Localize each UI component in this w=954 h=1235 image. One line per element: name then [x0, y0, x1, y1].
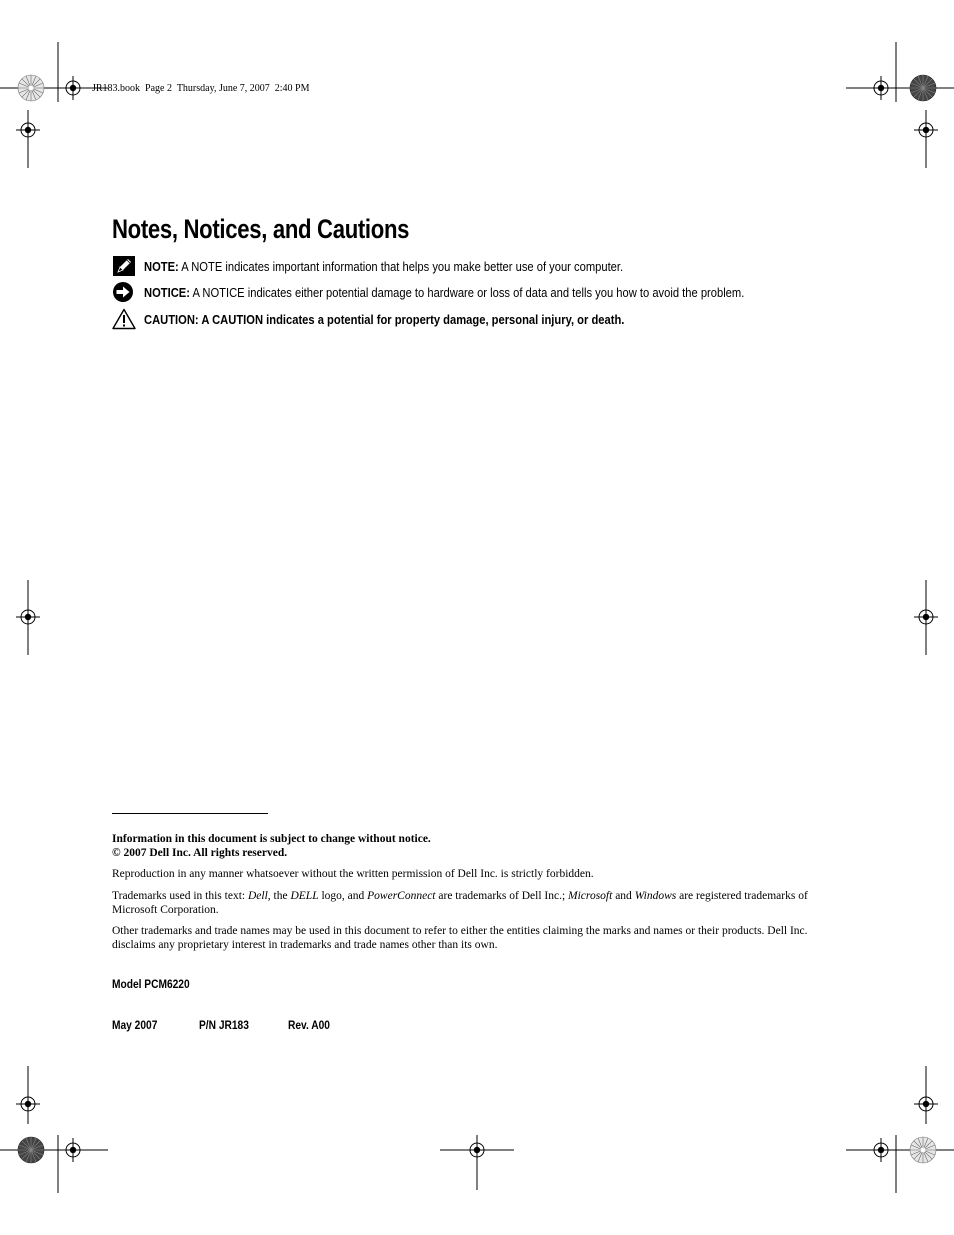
trademark-dell-logo: DELL [290, 890, 319, 902]
caution-label: CAUTION: [144, 311, 199, 327]
notice-text: A NOTICE indicates either potential damage to hardware or loss of data and tells you how to avoid the problem. [189, 284, 745, 300]
color-target-top-left [18, 75, 44, 101]
copyright-line: © 2007 Dell Inc. All rights reserved. [112, 847, 288, 859]
trademark-windows: Windows [634, 890, 677, 902]
trademark-notice: Trademarks used in this text: Dell, the DELL logo, and PowerConnect are trademarks of Dell Inc.; Microsoft and Windows are registered trademarks of Microsoft Corporation. [112, 890, 808, 916]
trademark-microsoft: Microsoft [568, 890, 613, 902]
caution-callout [112, 308, 703, 330]
caution-text: A CAUTION indicates a potential for property damage, personal injury, or death. [198, 311, 625, 327]
note-label: NOTE: [144, 258, 179, 274]
trademark-dell: Dell [247, 890, 268, 902]
print-header: JR183.book Page 2 Thursday, June 7, 2007 2:40 PM [92, 83, 310, 94]
pencil-note-icon [112, 255, 136, 277]
notice-callout [112, 281, 842, 303]
page-title: Notes, Notices, and Cautions [112, 214, 410, 244]
trademark-powerconnect: PowerConnect [367, 890, 436, 902]
color-target-bottom-right [910, 1137, 936, 1163]
notice-label: NOTICE: [144, 284, 190, 300]
arrow-circle-icon [112, 281, 136, 303]
footnote-divider [112, 813, 268, 814]
note-callout [112, 255, 701, 277]
color-target-top-right [910, 75, 936, 101]
change-notice [112, 832, 832, 860]
part-number: P/N JR183 [199, 1018, 249, 1032]
color-target-bottom-left [18, 1137, 44, 1163]
other-trademarks-notice: Other trademarks and trade names may be used in this document to refer to either the entities claiming the marks and names or their products. Dell Inc. disclaims any proprietary interest in trademarks and trade names other than its own. [112, 925, 808, 951]
model-number: Model PCM6220 [112, 977, 190, 991]
warning-triangle-icon [112, 308, 136, 330]
revision: Rev. A00 [288, 1018, 330, 1032]
publication-date: May 2007 [112, 1018, 158, 1032]
note-text: A NOTE indicates important information that helps you make better use of your computer. [178, 258, 624, 274]
change-notice-line: Information in this document is subject to change without notice. [112, 833, 431, 845]
reproduction-notice: Reproduction in any manner whatsoever without the written permission of Dell Inc. is strictly forbidden. [112, 868, 594, 880]
